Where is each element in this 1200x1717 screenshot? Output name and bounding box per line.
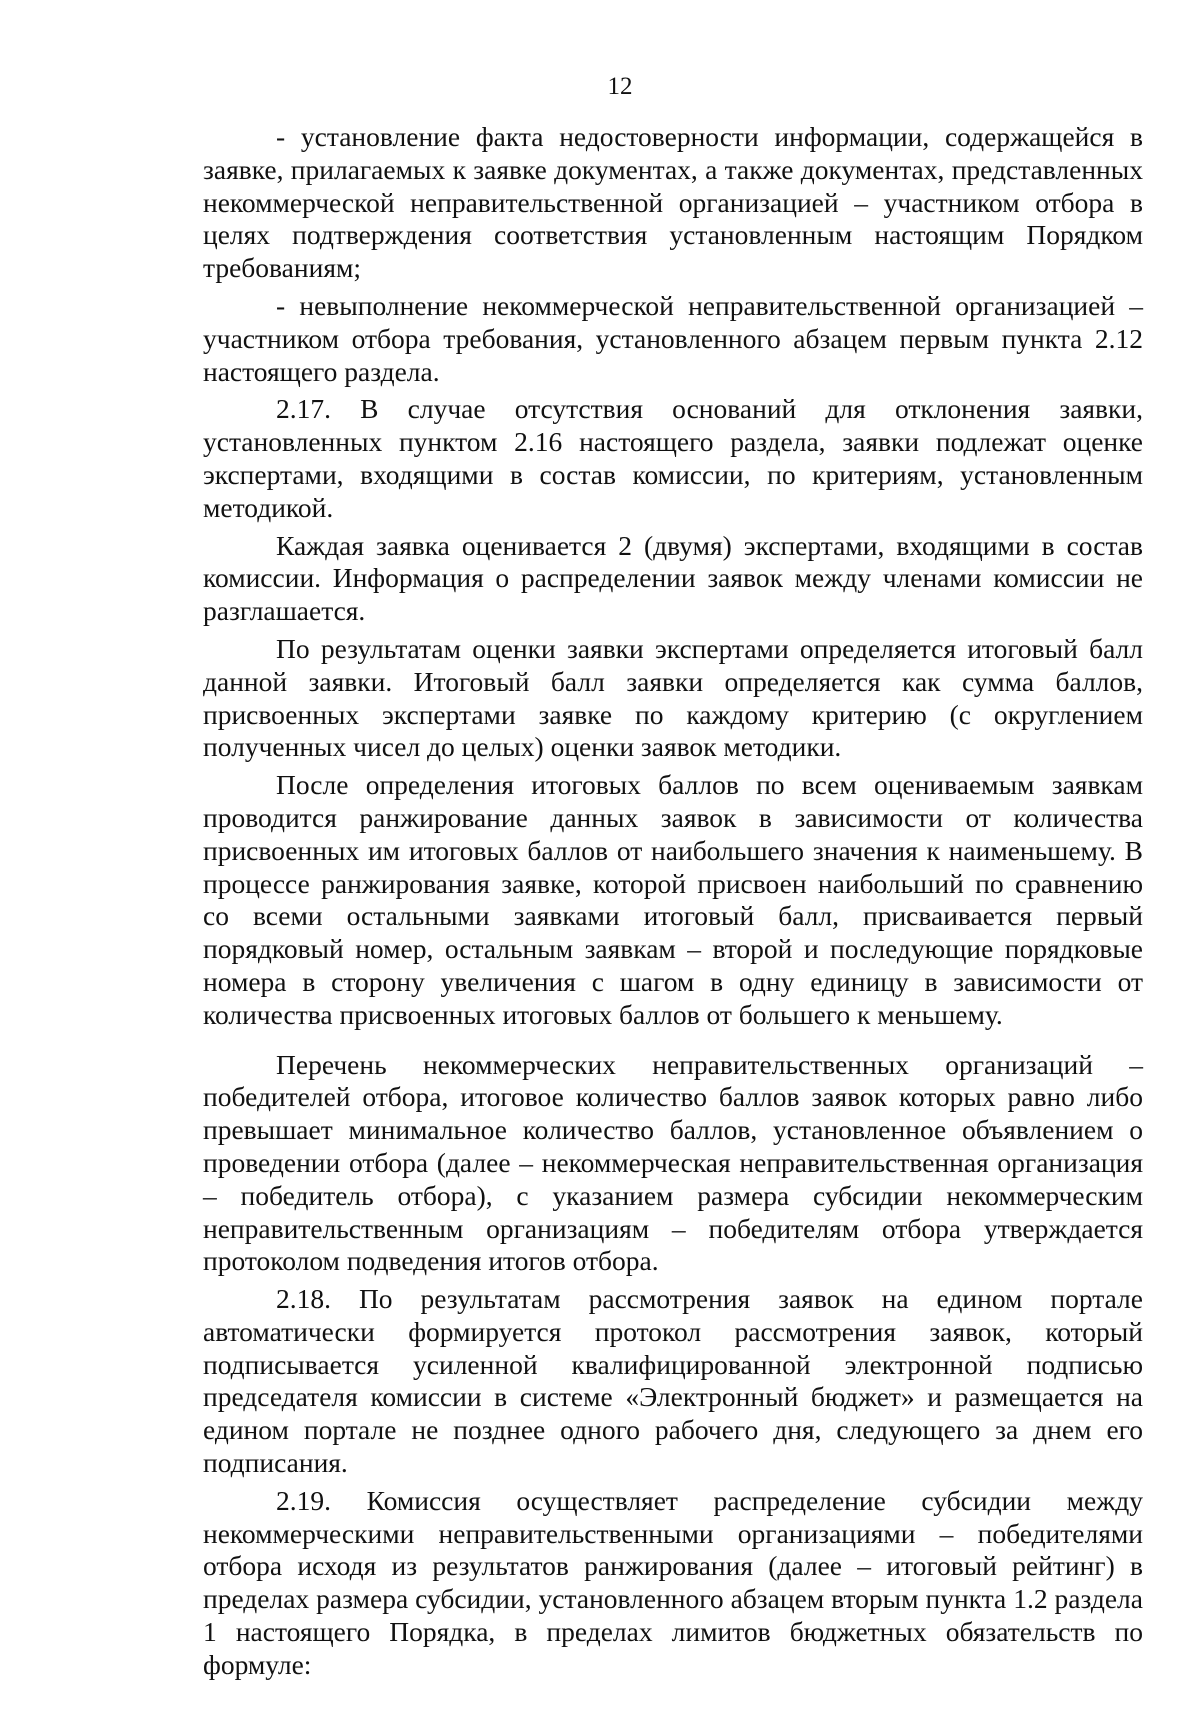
page-number: 12 <box>607 73 633 100</box>
paragraph-winners-list: Перечень некоммерческих неправительственных организаций – победителей отбора, итоговое количество баллов заявок которых равно либо превышает минимальное количество баллов, установленное объявлением о проведении отбора (далее – некоммерческая неправительственная организация – победитель отбора), с указанием размера субсидии некоммерческим неправительственным организациям – победителям отбора утверждается протоколом подведения итогов отбора. <box>203 1048 1143 1277</box>
paragraph-ranking: После определения итоговых баллов по всем оцениваемым заявкам проводится ранжирование данных заявок в зависимости от количества присвоенных им итоговых баллов от наибольшего значения к наименьшему. В процессе ранжирования заявке, которой присвоен наибольший по сравнению со всеми остальными заявками итоговый балл, присваивается первый порядковый номер, остальным заявкам – второй и последующие порядковые номера в сторону увеличения с шагом в одну единицу в зависимости от количества присвоенных итоговых баллов от большего к меньшему. <box>203 769 1143 1030</box>
paragraph-total-score: По результатам оценки заявки экспертами определяется итоговый балл данной заявки. Итоговый балл заявки определяется как сумма баллов, присвоенных экспертами заявке по каждому критерию (с округлением полученных чисел до целых) оценки заявок методики. <box>203 632 1143 763</box>
paragraph-item-2-19: 2.19. Комиссия осуществляет распределение субсидии между некоммерческими неправительственными организациями – победителями отбора исходя из результатов ранжирования (далее – итоговый рейтинг) в пределах размера субсидии, установленного абзацем вторым пункта 1.2 раздела 1 настоящего Порядка, в пределах лимитов бюджетных обязательств по формуле: <box>203 1484 1143 1680</box>
paragraph-item-2-17: 2.17. В случае отсутствия оснований для отклонения заявки, установленных пунктом 2.16 настоящего раздела, заявки подлежат оценке экспертами, входящими в состав комиссии, по критериям, установленным методикой. <box>203 393 1143 523</box>
document-body <box>203 121 1143 1682</box>
paragraph-item-2-18: 2.18. По результатам рассмотрения заявок на едином портале автоматически формируется протокол рассмотрения заявок, который подписывается усиленной квалифицированной электронной подписью председателя комиссии в системе «Электронный бюджет» и размещается на едином портале не позднее одного рабочего дня, следующего за днем его подписания. <box>203 1283 1143 1479</box>
paragraph-item-2: - невыполнение некоммерческой неправительственной организацией – участником отбора требования, установленного абзацем первым пункта 2.12 настоящего раздела. <box>203 289 1143 387</box>
paragraph-experts: Каждая заявка оценивается 2 (двумя) экспертами, входящими в состав комиссии. Информация о распределении заявок между членами комиссии не разглашается. <box>203 529 1143 627</box>
paragraph-item-1: - установление факта недостоверности информации, содержащейся в заявке, прилагаемых к заявке документах, а также документах, представленных некоммерческой неправительственной организацией – участником отбора в целях подтверждения соответствия установленным настоящим Порядком требованиям; <box>203 121 1143 284</box>
